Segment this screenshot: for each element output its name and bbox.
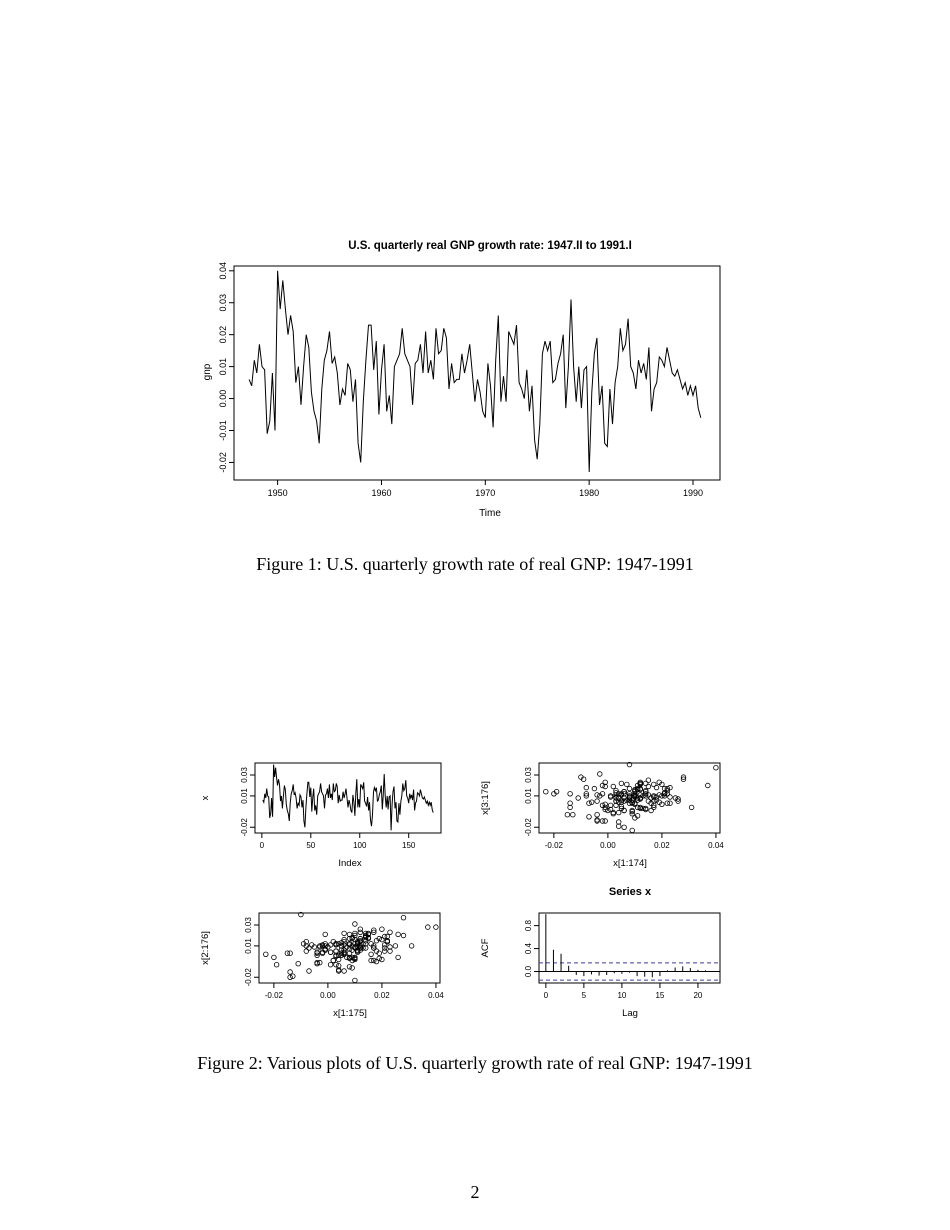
scatter-point [654,785,659,790]
fig2a-plot-area [240,763,441,850]
x-tick-label: 0.04 [708,841,724,850]
scatter-point [288,970,293,975]
x-tick-label: 1950 [267,488,288,498]
fig1-title: U.S. quarterly real GNP growth rate: 1947.II to 1991.I [348,240,632,252]
scatter-point [616,810,621,815]
x-tick-label: 0 [543,991,549,1000]
x-tick-label: 0.00 [600,841,616,850]
scatter-point [668,785,673,790]
y-tick-label: 0.0 [524,965,533,978]
x-tick-label: 150 [402,841,416,850]
figure-2-lag2-scatter [475,752,740,874]
scatter-point [304,949,309,954]
scatter-point [571,812,576,817]
x-tick-label: 1990 [682,488,704,498]
fig2d-y-axis-label: ACF [480,938,491,958]
scatter-point [369,952,374,957]
y-tick-label: 0.8 [524,920,533,932]
fig2c-plot-area [244,912,444,1000]
y-tick-label: -0.01 [218,420,228,441]
scatter-point [401,933,406,938]
x-tick-label: 0.02 [654,841,670,850]
y-tick-label: 0.03 [218,293,228,312]
scatter-point [272,955,277,960]
scatter-point [328,962,333,967]
fig2d-x-axis-label: Lag [622,1008,638,1019]
scatter-point [584,785,589,790]
y-tick-label: 0.02 [218,325,228,344]
y-tick-label: 0.01 [244,938,253,954]
scatter-point [353,922,358,927]
scatter-point [576,796,581,801]
scatter-point [380,937,385,942]
scatter-point [568,792,573,797]
y-tick-label: -0.02 [240,818,249,837]
scatter-point [587,801,592,806]
scatter-point [595,793,600,798]
scatter-point [307,969,312,974]
scatter-point [622,799,627,804]
scatter-point [342,969,347,974]
scatter-point [689,805,694,810]
fig1-plot-area [218,262,720,498]
x-tick-label: -0.02 [264,991,283,1000]
scatter-point [434,925,439,930]
fig2d-plot-area [524,913,720,1000]
scatter-point [589,800,594,805]
scatter-point [264,952,269,957]
fig2a-x-axis-label: Index [338,858,362,869]
fig2c-x-axis-label: x[1:175] [333,1008,367,1019]
scatter-point [382,946,387,951]
figure-2-time-plot [195,752,465,874]
scatter-point [347,965,352,970]
scatter-point [622,825,627,830]
x-tick-label: -0.02 [544,841,563,850]
scatter-point [296,961,301,966]
scatter-point [393,944,398,949]
scatter-point [625,782,630,787]
scatter-point [342,931,347,936]
x-tick-label: 100 [353,841,367,850]
scatter-point [388,930,393,935]
scatter-point [595,812,600,817]
y-tick-label: 0.04 [218,262,228,280]
scatter-point [587,815,592,820]
y-tick-label: 0.03 [240,767,249,783]
y-tick-label: -0.02 [244,968,253,987]
x-series-line [263,765,433,831]
y-tick-label: 0.00 [218,389,228,408]
figure-2-lag1-scatter [195,902,465,1024]
fig2d-title: Series x [608,886,652,898]
scatter-point [401,915,406,920]
scatter-point [619,781,624,786]
scatter-point [627,786,632,791]
y-tick-label: 0.01 [240,788,249,804]
x-tick-label: 1960 [371,488,392,498]
scatter-point [380,927,385,932]
y-tick-label: 0.03 [244,917,253,933]
scatter-point [544,789,549,794]
scatter-point [274,962,279,967]
fig2b-x-axis-label: x[1:174] [613,858,647,869]
fig2b-y-axis-label: x[3:176] [480,781,491,815]
fig2c-y-axis-label: x[2:176] [200,931,211,965]
x-tick-label: 1980 [579,488,600,498]
figure-1-caption: Figure 1: U.S. quarterly growth rate of real GNP: 1947-1991 [256,554,694,574]
scatter-point [345,955,350,960]
scatter-point [377,956,382,961]
scatter-point [350,966,355,971]
scatter-point [409,944,414,949]
x-tick-label: 20 [693,991,703,1000]
scatter-point [358,927,363,932]
fig1-x-axis-label: Time [479,508,501,519]
scatter-point [380,957,385,962]
x-tick-label: 50 [306,841,316,850]
scatter-point [331,958,336,963]
y-tick-label: 0.03 [524,767,533,783]
y-tick-label: 0.4 [524,943,533,955]
y-tick-label: -0.02 [218,452,228,473]
scatter-point [714,765,719,770]
scatter-point [595,799,600,804]
scatter-point [611,784,616,789]
scatter-point [630,828,635,833]
scatter-point [323,932,328,937]
x-tick-label: 15 [655,991,665,1000]
scatter-point [565,812,570,817]
x-tick-label: 0.04 [428,991,444,1000]
y-tick-label: 0.01 [218,357,228,376]
y-tick-label: -0.02 [524,818,533,837]
figure-2-caption: Figure 2: Various plots of U.S. quarterly growth rate of real GNP: 1947-1991 [197,1053,753,1073]
figure-2-acf-plot [475,880,740,1024]
scatter-point [396,932,401,937]
scatter-point [328,950,333,955]
scatter-point [649,808,654,813]
scatter-point [606,808,611,813]
figure-1-gnp-growth-line-chart [190,232,740,532]
page-number: 2 [470,1182,480,1202]
scatter-point [673,796,678,801]
scatter-point [288,975,293,980]
x-tick-label: 0.00 [320,991,336,1000]
fig1-y-axis-label: gnp [202,363,213,381]
y-tick-label: 0.01 [524,788,533,804]
x-tick-label: 0 [259,841,265,850]
scatter-point [396,955,401,960]
x-tick-label: 0.02 [374,991,390,1000]
fig2b-plot-area [524,762,724,850]
scatter-point [706,783,711,788]
scatter-point [334,962,339,967]
fig2a-y-axis-label: x [200,795,211,801]
scatter-point [291,974,296,979]
x-tick-label: 10 [617,991,627,1000]
scatter-point [592,786,597,791]
scatter-point [353,978,358,983]
gnp-series-line [249,271,701,472]
x-tick-label: 5 [581,991,587,1000]
x-tick-label: 1970 [475,488,496,498]
scatter-point [646,778,651,783]
scatter-point [426,925,431,930]
scatter-point [646,784,651,789]
scatter-point [598,772,603,777]
